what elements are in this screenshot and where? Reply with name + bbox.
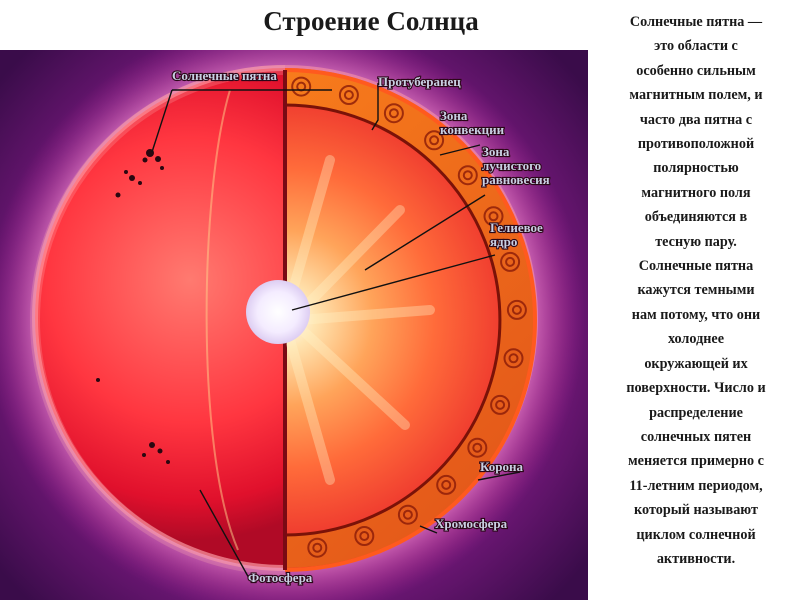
label-radiative-zone: Зона лучистого равновесия — [482, 144, 550, 187]
label-sunspots: Солнечные пятна — [172, 68, 277, 83]
sunspot-description: Солнечные пятна — это области с особенно сильным магнитным полем, и часто два пятна с противоположной полярностью магнитного поля объединяются в тесную пару. Солнечные пятна кажутся темными нам потому, что они холоднее окружающей их поверхности. Число и распределение солнечных пятен меняется примерно с 11-летним периодом, который называют циклом солнечной активности. — [626, 14, 766, 567]
sun-structure-diagram — [0, 50, 588, 600]
label-helium-core: Гелиевое ядро — [490, 220, 543, 249]
label-prominence: Протуберанец — [378, 74, 461, 89]
slide-title: Строение Солнца — [263, 6, 479, 36]
label-chromosphere: Хромосфера — [435, 516, 508, 531]
label-corona: Корона — [480, 459, 523, 474]
helium-core — [246, 280, 310, 344]
label-photosphere: Фотосфера — [248, 570, 313, 585]
label-convection-zone: Зона конвекции — [440, 108, 505, 137]
